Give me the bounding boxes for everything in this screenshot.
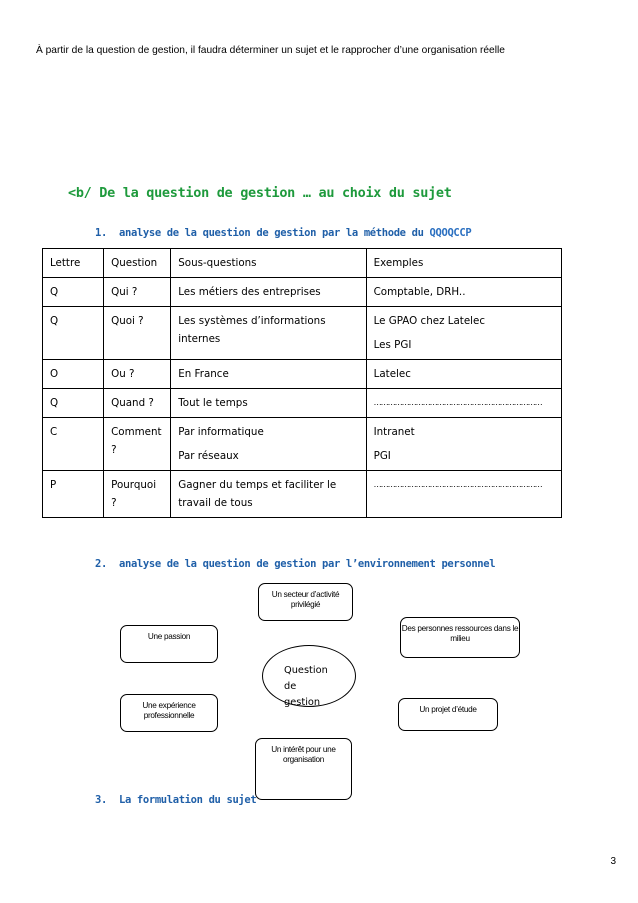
table-row bbox=[43, 418, 562, 471]
cell-examples bbox=[366, 307, 561, 360]
sub-line: Par informatique bbox=[178, 426, 264, 438]
cell-question: Comment ? bbox=[104, 418, 171, 471]
step-1-number: 1. bbox=[95, 227, 107, 239]
step-2-text: analyse de la question de gestion par l’environnement personnel bbox=[119, 558, 496, 570]
table-row bbox=[43, 389, 562, 418]
cell-examples-blank: ……………………………………………………………… bbox=[366, 471, 561, 518]
cell-examples-blank: ……………………………………………………………… bbox=[366, 389, 561, 418]
sub-line: Par réseaux bbox=[178, 450, 239, 462]
header-lettre: Lettre bbox=[43, 249, 104, 278]
cell-question: Ou ? bbox=[104, 360, 171, 389]
cell-examples: Comptable, DRH.. bbox=[366, 278, 561, 307]
table-row bbox=[43, 307, 562, 360]
step-2-number: 2. bbox=[95, 558, 107, 570]
cell-question: Quoi ? bbox=[104, 307, 171, 360]
cell-letter: Q bbox=[43, 307, 104, 360]
cell-letter: Q bbox=[43, 278, 104, 307]
center-line: de bbox=[284, 681, 297, 692]
cell-question: Quand ? bbox=[104, 389, 171, 418]
example-line: PGI bbox=[373, 450, 391, 462]
step-1-heading bbox=[95, 227, 471, 239]
cell-question: Pourquoi ? bbox=[104, 471, 171, 518]
step-1-text: analyse de la question de gestion par la méthode du bbox=[119, 227, 430, 239]
table-row bbox=[43, 360, 562, 389]
step-3-number: 3. bbox=[95, 794, 107, 806]
cell-sub: Tout le temps bbox=[171, 389, 366, 418]
cell-letter: C bbox=[43, 418, 104, 471]
page-number: 3 bbox=[610, 856, 616, 867]
table-row bbox=[43, 471, 562, 518]
center-line: gestion bbox=[284, 697, 321, 708]
table-header-row bbox=[43, 249, 562, 278]
cell-sub: Les systèmes d’informations internes bbox=[171, 307, 366, 360]
center-line: Question bbox=[284, 665, 328, 676]
step-2-heading bbox=[95, 558, 495, 570]
section-title: <b/ De la question de gestion … au choix du sujet bbox=[68, 185, 452, 201]
box-secteur: Un secteur d’activité privilégié bbox=[258, 583, 353, 621]
example-line: Les PGI bbox=[373, 339, 412, 351]
header-sous-questions: Sous-questions bbox=[171, 249, 366, 278]
cell-examples bbox=[366, 418, 561, 471]
intro-paragraph: À partir de la question de gestion, il faudra déterminer un sujet et le rapprocher d’une organisation réelle bbox=[36, 45, 505, 56]
box-projet: Un projet d’étude bbox=[398, 698, 498, 731]
header-question: Question bbox=[104, 249, 171, 278]
cell-sub: Gagner du temps et faciliter le travail de tous bbox=[171, 471, 366, 518]
step-3-text: La formulation du sujet bbox=[119, 794, 257, 806]
cell-sub: En France bbox=[171, 360, 366, 389]
box-passion: Une passion bbox=[120, 625, 218, 663]
center-label bbox=[284, 663, 334, 711]
cell-sub bbox=[171, 418, 366, 471]
cell-letter: P bbox=[43, 471, 104, 518]
cell-examples: Latelec bbox=[366, 360, 561, 389]
cell-letter: Q bbox=[43, 389, 104, 418]
step-3-heading bbox=[95, 794, 256, 806]
cell-letter: O bbox=[43, 360, 104, 389]
cell-sub: Les métiers des entreprises bbox=[171, 278, 366, 307]
box-interet: Un intérêt pour une organisation bbox=[255, 738, 352, 800]
qqoqccp-table bbox=[42, 248, 562, 518]
cell-question: Qui ? bbox=[104, 278, 171, 307]
table-row bbox=[43, 278, 562, 307]
box-personnes-ressources: Des personnes ressources dans le milieu bbox=[400, 617, 520, 658]
example-line: Intranet bbox=[373, 426, 415, 438]
example-line: Le GPAO chez Latelec bbox=[373, 315, 486, 327]
box-experience: Une expérience professionnelle bbox=[120, 694, 218, 732]
header-exemples: Exemples bbox=[366, 249, 561, 278]
step-1-method: QQOQCCP bbox=[429, 227, 472, 239]
